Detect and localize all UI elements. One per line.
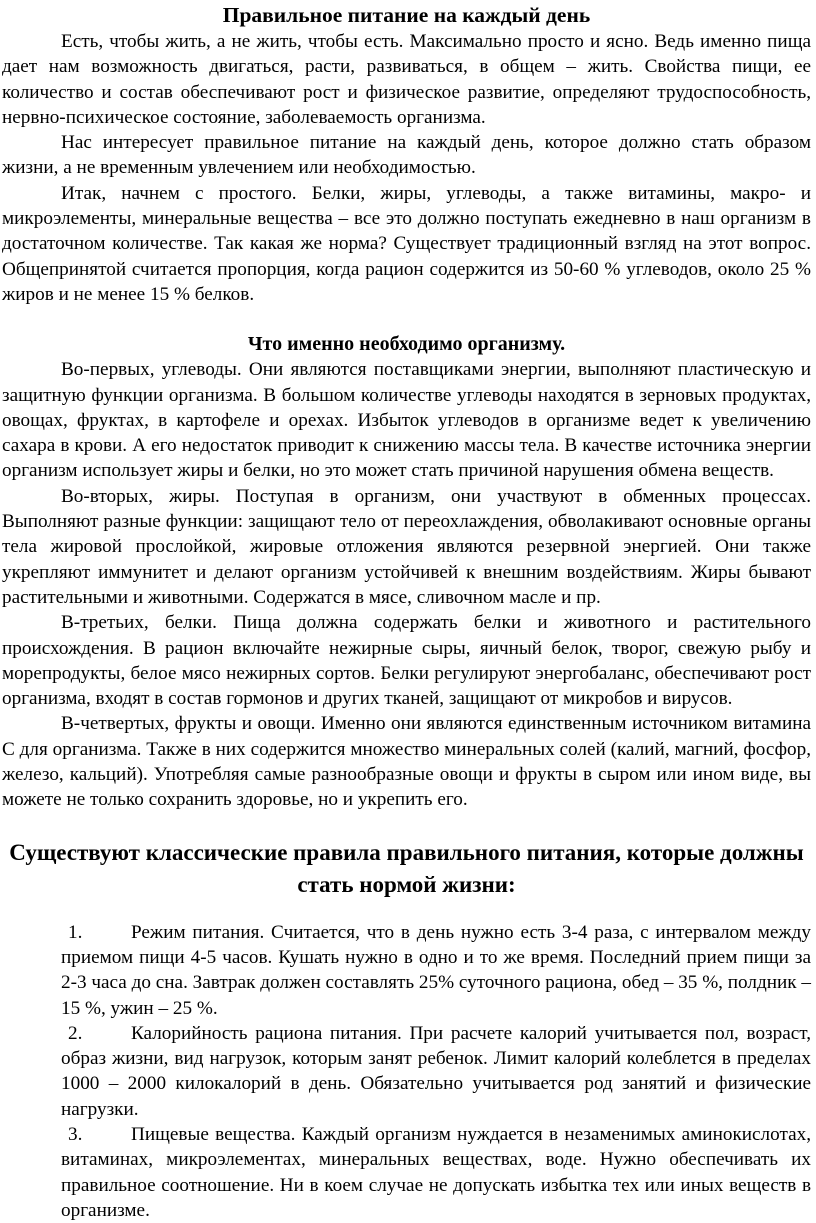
list-item-text: Пищевые вещества. Каждый организм нуждается в незаменимых аминокислотах, витаминах, микроэлементах, минеральных веществах, воде. Нужно обеспечивать их правильное соотношение. Ни в коем случае не допускать избытка тех или иных веществ в организме. xyxy=(61,1123,811,1221)
needs-paragraph-proteins: В-третьих, белки. Пища должна содержать белки и животного и растительного происхождения. В рацион включайте нежирные сыры, яичный белок, творог, свежую рыбу и морепродукты, белое мясо нежирных сортов. Белки регулируют энергобаланс, обеспечивают рост организма, входят в состав гормонов и других тканей, защищают от микробов и вирусов. xyxy=(2,612,811,710)
needs-paragraph-fruits-vegetables: В-четвертых, фрукты и овощи. Именно они являются единственным источником витамина С для организма. Также в них содержится множество минеральных солей (калий, магний, фосфор, железо, кальций). Употребляя самые разнообразные овощи и фрукты в сыром или ином виде, вы можете не только сохранить здоровье, но и укрепить его. xyxy=(2,713,811,811)
list-item-number: 3. xyxy=(68,1123,83,1145)
list-item-number: 2. xyxy=(68,1022,83,1044)
needs-paragraph-carbohydrates: Во-первых, углеводы. Они являются поставщиками энергии, выполняют пластическую и защитную функции организма. В большом количестве углеводы находятся в зерновых продуктах, овощах, фруктах, в картофеле и орехах. Избыток углеводов в организме ведет к увеличению сахара в крови. А его недостаток приводит к снижению массы тела. В качестве источника энергии организм использует жиры и белки, но это может стать причиной нарушения обмена веществ. xyxy=(2,359,811,482)
list-item-text: Режим питания. Считается, что в день нужно есть 3-4 раза, с интервалом между приемом пищи 4-5 часов. Кушать нужно в одно и то же время. Последний прием пищи за 2-3 часа до сна. Завтрак должен составлять 25% суточного рациона, обед – 35 %, полдник – 15 %, ужин – 25 %. xyxy=(61,921,811,1019)
list-item-text: Калорийность рациона питания. При расчете калорий учитывается пол, возраст, образ жизни, вид нагрузок, которым занят ребенок. Лимит калорий колеблется в пределах 1000 – 2000 килокалорий в день. Обязательно учитывается род занятий и физические нагрузки. xyxy=(61,1022,811,1120)
rules-list-item xyxy=(2,920,811,1021)
rules-list xyxy=(2,920,811,1223)
rules-list-item xyxy=(2,1021,811,1122)
intro-paragraph-2: Нас интересует правильное питание на каждый день, которое должно стать образом жизни, а не временным увлечением или необходимостью. xyxy=(2,132,811,179)
section-heading-rules: Существуют классические правила правильного питания, которые должны стать нормой жизни: xyxy=(9,839,804,897)
needs-paragraph-fats: Во-вторых, жиры. Поступая в организм, они участвуют в обменных процессах. Выполняют разные функции: защищают тело от переохлаждения, обволакивают основные органы тела жировой прослойкой, жировые отложения являются резервной энергией. Они также укрепляют иммунитет и делают организм устойчивей к внешним воздействиям. Жиры бывают растительными и животными. Содержатся в мясе, сливочном масле и пр. xyxy=(2,485,811,608)
intro-paragraph-3: Итак, начнем с простого. Белки, жиры, углеводы, а также витамины, макро- и микроэлементы, минеральные вещества – все это должно поступать ежедневно в наш организм в достаточном количестве. Так какая же норма? Существует традиционный взгляд на этот вопрос. Общепринятой считается пропорция, когда рацион содержится из 50-60 % углеводов, около 25 % жиров и не менее 15 % белков. xyxy=(2,182,811,305)
rules-list-item xyxy=(2,1122,811,1223)
section-heading-needs: Что именно необходимо организму. xyxy=(247,333,566,356)
list-item-number: 1. xyxy=(68,921,83,943)
intro-paragraph-1: Есть, чтобы жить, а не жить, чтобы есть. Максимально просто и ясно. Ведь именно пища дает нам возможность двигаться, расти, развиваться, в общем – жить. Свойства пищи, ее количество и состав обеспечивают рост и физическое развитие, определяют трудоспособность, нервно-психическое состояние, заболеваемость организма. xyxy=(2,31,811,128)
document-title: Правильное питание на каждый день xyxy=(222,3,591,27)
